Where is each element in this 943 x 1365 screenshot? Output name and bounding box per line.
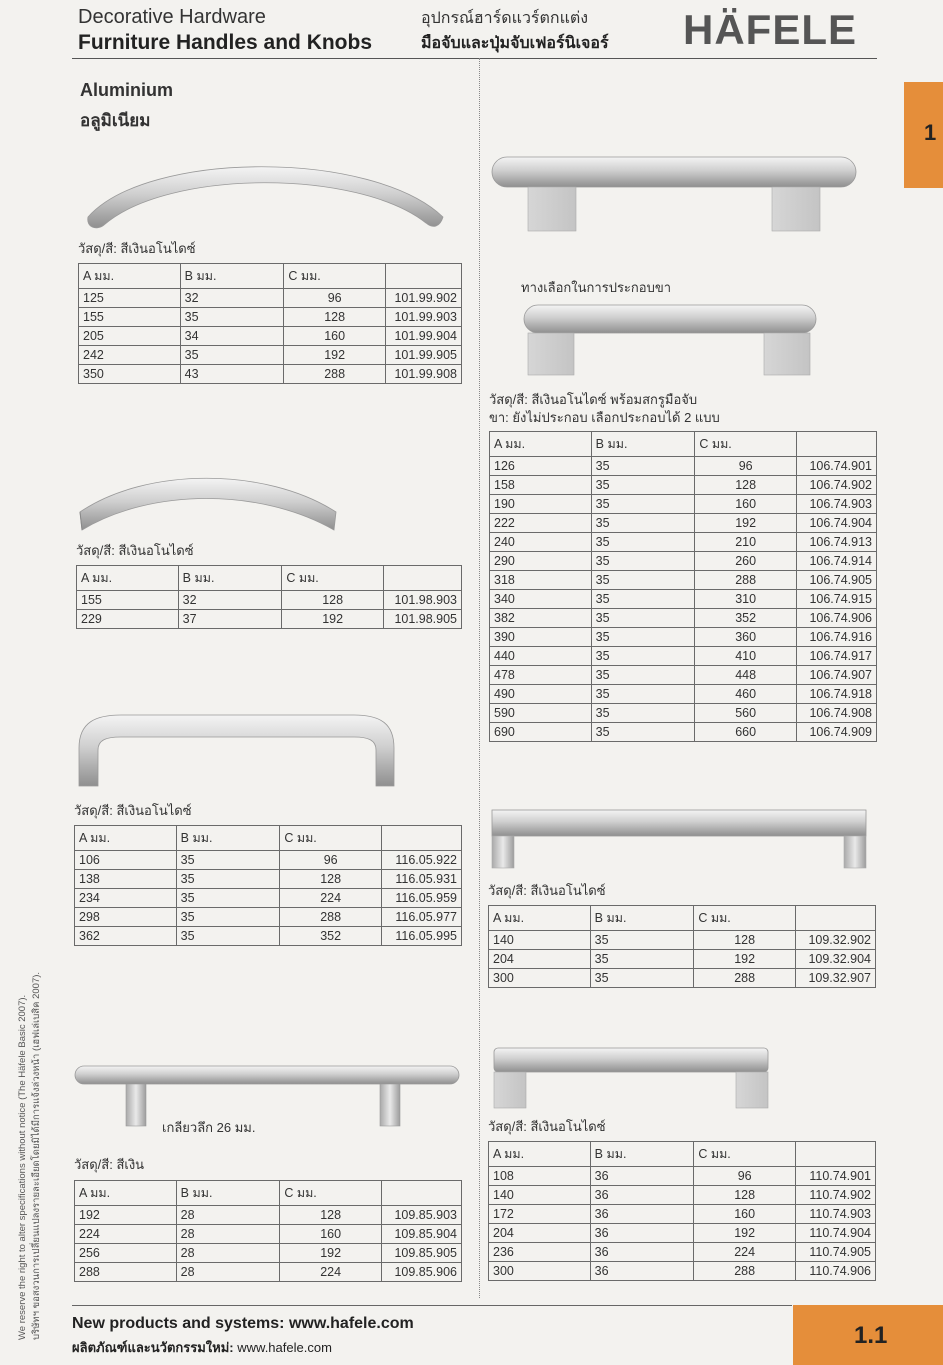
column-header: [796, 1142, 876, 1167]
dimension-cell: 36: [590, 1224, 694, 1243]
product-image-bar-handle-round-posts: [74, 1064, 462, 1130]
article-number-cell: 110.74.904: [796, 1224, 876, 1243]
article-number-cell: 101.99.903: [386, 308, 462, 327]
section-title-th: อลูมิเนียม: [80, 111, 151, 130]
dimension-cell: 160: [695, 495, 797, 514]
dimension-cell: 234: [75, 889, 177, 908]
dimension-cell: 128: [282, 591, 384, 610]
dimension-cell: 224: [694, 1243, 796, 1262]
dimension-cell: 35: [180, 308, 284, 327]
table-row: [490, 514, 877, 533]
table-header-row: [489, 1142, 876, 1167]
side-disclaimer-th: บริษัทฯ ขอสงวนการเปลี่ยนแปลงรายละเอียดโดยมิได้มีการแจ้งล่วงหน้า (เฮฟเล่เบสิค 2007).: [31, 971, 42, 1340]
dimension-cell: 106: [75, 851, 177, 870]
dimension-cell: 288: [284, 365, 386, 384]
dimension-cell: 96: [284, 289, 386, 308]
footer-line2: [72, 1337, 332, 1358]
dimension-cell: 204: [489, 950, 591, 969]
column-header: [382, 826, 462, 851]
table-row: [490, 685, 877, 704]
footer-website-link-th[interactable]: www.hafele.com: [237, 1340, 332, 1355]
article-number-cell: 116.05.977: [382, 908, 462, 927]
dimension-cell: 236: [489, 1243, 591, 1262]
dimension-cell: 288: [694, 1262, 796, 1281]
dimension-cell: 35: [591, 609, 695, 628]
dimension-cell: 36: [590, 1186, 694, 1205]
article-number-cell: 116.05.995: [382, 927, 462, 946]
p7-spec-table: [488, 1141, 876, 1281]
table-row: [79, 327, 462, 346]
table-row: [490, 704, 877, 723]
dimension-cell: 448: [695, 666, 797, 685]
dimension-cell: 35: [591, 666, 695, 685]
table-header-row: [79, 264, 462, 289]
article-number-cell: 101.99.904: [386, 327, 462, 346]
p3-material: วัสดุ/สี: สีเงินอโนไดซ์: [74, 803, 192, 818]
article-number-cell: 110.74.901: [796, 1167, 876, 1186]
p4-spec-table: [74, 1180, 462, 1282]
table-row: [490, 495, 877, 514]
dimension-cell: 35: [591, 533, 695, 552]
dimension-cell: 260: [695, 552, 797, 571]
product-image-flat-arch-handle: [76, 462, 340, 536]
dimension-cell: 126: [490, 457, 592, 476]
article-number-cell: 109.85.906: [382, 1263, 462, 1282]
p6-spec-table: [488, 905, 876, 988]
dimension-cell: 192: [284, 346, 386, 365]
article-number-cell: 109.32.902: [796, 931, 876, 950]
header-divider: [72, 58, 877, 59]
dimension-cell: 35: [590, 950, 694, 969]
p5-spec-table: [489, 431, 877, 742]
header-title-th-line1: อุปกรณ์ฮาร์ดแวร์ตกแต่ง: [421, 10, 589, 27]
dimension-cell: 192: [75, 1206, 177, 1225]
dimension-cell: 35: [591, 723, 695, 742]
side-disclaimer-en: We reserve the right to alter specifications without notice (The Häfele Basic 2007).: [17, 994, 28, 1340]
column-header: A มม.: [77, 566, 179, 591]
article-number-cell: 101.98.903: [384, 591, 462, 610]
footer-new-products-label-th: ผลิตภัณฑ์และนวัตกรรมใหม่:: [72, 1340, 234, 1355]
dimension-cell: 440: [490, 647, 592, 666]
column-header: [797, 432, 877, 457]
article-number-cell: 106.74.913: [797, 533, 877, 552]
article-number-cell: 109.32.907: [796, 969, 876, 988]
product-image-bar-handle-square-legs: [490, 155, 858, 235]
dimension-cell: 96: [694, 1167, 796, 1186]
table-row: [489, 1262, 876, 1281]
table-row: [489, 969, 876, 988]
table-row: [75, 1244, 462, 1263]
dimension-cell: 155: [77, 591, 179, 610]
dimension-cell: 96: [695, 457, 797, 476]
table-row: [489, 1167, 876, 1186]
dimension-cell: 36: [590, 1262, 694, 1281]
column-header: [382, 1181, 462, 1206]
dimension-cell: 410: [695, 647, 797, 666]
dimension-cell: 35: [591, 495, 695, 514]
article-number-cell: 106.74.903: [797, 495, 877, 514]
column-header: A มม.: [489, 1142, 591, 1167]
dimension-cell: 35: [591, 590, 695, 609]
article-number-cell: 106.74.914: [797, 552, 877, 571]
dimension-cell: 478: [490, 666, 592, 685]
dimension-cell: 32: [180, 289, 284, 308]
table-row: [75, 870, 462, 889]
table-row: [75, 851, 462, 870]
table-row: [490, 457, 877, 476]
header-title-en-line2: Furniture Handles and Knobs: [78, 31, 373, 54]
dimension-cell: 224: [280, 1263, 382, 1282]
footer-divider: [72, 1305, 792, 1306]
article-number-cell: 101.99.908: [386, 365, 462, 384]
dimension-cell: 35: [591, 628, 695, 647]
dimension-cell: 43: [180, 365, 284, 384]
dimension-cell: 158: [490, 476, 592, 495]
p2-spec-table: [76, 565, 462, 629]
p1-spec-table: [78, 263, 462, 384]
dimension-cell: 242: [79, 346, 181, 365]
dimension-cell: 460: [695, 685, 797, 704]
article-number-cell: 101.99.905: [386, 346, 462, 365]
column-header: B มม.: [178, 566, 282, 591]
product-image-bow-handle: [78, 145, 450, 235]
column-header: A มม.: [489, 906, 591, 931]
dimension-cell: 204: [489, 1224, 591, 1243]
dimension-cell: 192: [280, 1244, 382, 1263]
table-row: [489, 1243, 876, 1262]
article-number-cell: 116.05.931: [382, 870, 462, 889]
dimension-cell: 224: [75, 1225, 177, 1244]
dimension-cell: 138: [75, 870, 177, 889]
dimension-cell: 560: [695, 704, 797, 723]
dimension-cell: 34: [180, 327, 284, 346]
p1-material: วัสดุ/สี: สีเงินอโนไดซ์: [78, 241, 196, 256]
column-header: [386, 264, 462, 289]
dimension-cell: 172: [489, 1205, 591, 1224]
table-header-row: [489, 906, 876, 931]
dimension-cell: 96: [280, 851, 382, 870]
footer-website-link[interactable]: www.hafele.com: [288, 1315, 414, 1332]
p5-material-legs: ขา: ยังไม่ประกอบ เลือกประกอบได้ 2 แบบ: [489, 410, 720, 425]
header-title-th-line2: มือจับและปุ่มจับเฟอร์นิเจอร์: [421, 35, 609, 52]
dimension-cell: 240: [490, 533, 592, 552]
article-number-cell: 109.85.904: [382, 1225, 462, 1244]
article-number-cell: 106.74.909: [797, 723, 877, 742]
table-row: [490, 552, 877, 571]
dimension-cell: 160: [284, 327, 386, 346]
table-row: [79, 308, 462, 327]
dimension-cell: 229: [77, 610, 179, 629]
dimension-cell: 128: [280, 1206, 382, 1225]
dimension-cell: 490: [490, 685, 592, 704]
dimension-cell: 160: [694, 1205, 796, 1224]
article-number-cell: 106.74.901: [797, 457, 877, 476]
column-header: C มม.: [282, 566, 384, 591]
dimension-cell: 590: [490, 704, 592, 723]
table-row: [490, 533, 877, 552]
column-header: C มม.: [280, 1181, 382, 1206]
article-number-cell: 116.05.922: [382, 851, 462, 870]
dimension-cell: 222: [490, 514, 592, 533]
dimension-cell: 190: [490, 495, 592, 514]
article-number-cell: 106.74.905: [797, 571, 877, 590]
article-number-cell: 106.74.906: [797, 609, 877, 628]
p5-leg-option: ทางเลือกในการประกอบขา: [521, 280, 672, 295]
dimension-cell: 660: [695, 723, 797, 742]
p3-spec-table: [74, 825, 462, 946]
dimension-cell: 35: [591, 514, 695, 533]
column-header: C มม.: [284, 264, 386, 289]
table-header-row: [75, 826, 462, 851]
footer-line1: [72, 1315, 414, 1333]
dimension-cell: 352: [695, 609, 797, 628]
article-number-cell: 106.74.908: [797, 704, 877, 723]
dimension-cell: 256: [75, 1244, 177, 1263]
article-number-cell: 109.32.904: [796, 950, 876, 969]
dimension-cell: 36: [590, 1205, 694, 1224]
section-title-en: Aluminium: [80, 80, 173, 100]
table-row: [79, 365, 462, 384]
table-row: [489, 950, 876, 969]
product-image-rail-handle: [490, 808, 868, 872]
p6-material: วัสดุ/สี: สีเงินอโนไดซ์: [488, 883, 606, 898]
dimension-cell: 390: [490, 628, 592, 647]
dimension-cell: 224: [280, 889, 382, 908]
p4-thread-note: เกลียวลึก 26 มม.: [162, 1120, 256, 1135]
dimension-cell: 155: [79, 308, 181, 327]
dimension-cell: 192: [694, 950, 796, 969]
dimension-cell: 382: [490, 609, 592, 628]
dimension-cell: 288: [75, 1263, 177, 1282]
dimension-cell: 36: [590, 1243, 694, 1262]
table-header-row: [77, 566, 462, 591]
dimension-cell: 350: [79, 365, 181, 384]
column-header: B มม.: [591, 432, 695, 457]
table-row: [489, 1224, 876, 1243]
dimension-cell: 32: [178, 591, 282, 610]
dimension-cell: 35: [591, 457, 695, 476]
dimension-cell: 35: [176, 870, 280, 889]
table-row: [75, 1206, 462, 1225]
article-number-cell: 106.74.907: [797, 666, 877, 685]
side-disclaimer: [16, 972, 44, 1340]
column-header: A มม.: [75, 826, 177, 851]
dimension-cell: 205: [79, 327, 181, 346]
dimension-cell: 108: [489, 1167, 591, 1186]
dimension-cell: 318: [490, 571, 592, 590]
dimension-cell: 340: [490, 590, 592, 609]
product-image-bar-handle-alt-legs: [522, 303, 818, 379]
article-number-cell: 106.74.918: [797, 685, 877, 704]
table-row: [77, 591, 462, 610]
page-number: 1.1: [854, 1322, 888, 1349]
column-header: A มม.: [490, 432, 592, 457]
product-image-square-bar-handle: [492, 1046, 770, 1110]
dimension-cell: 128: [284, 308, 386, 327]
dimension-cell: 128: [695, 476, 797, 495]
article-number-cell: 101.98.905: [384, 610, 462, 629]
article-number-cell: 106.74.916: [797, 628, 877, 647]
dimension-cell: 35: [591, 704, 695, 723]
column-header: C มม.: [280, 826, 382, 851]
table-row: [75, 927, 462, 946]
dimension-cell: 128: [280, 870, 382, 889]
column-divider: [479, 58, 480, 1298]
dimension-cell: 36: [590, 1167, 694, 1186]
p7-material: วัสดุ/สี: สีเงินอโนไดซ์: [488, 1119, 606, 1134]
table-row: [490, 628, 877, 647]
column-header: A มม.: [79, 264, 181, 289]
product-image-u-handle: [76, 712, 398, 788]
table-row: [77, 610, 462, 629]
dimension-cell: 35: [590, 931, 694, 950]
brand-logo: HÄFELE: [683, 6, 857, 53]
dimension-cell: 360: [695, 628, 797, 647]
article-number-cell: 106.74.915: [797, 590, 877, 609]
dimension-cell: 35: [176, 927, 280, 946]
table-row: [79, 346, 462, 365]
table-row: [489, 1186, 876, 1205]
article-number-cell: 110.74.906: [796, 1262, 876, 1281]
dimension-cell: 290: [490, 552, 592, 571]
dimension-cell: 35: [590, 969, 694, 988]
article-number-cell: 110.74.903: [796, 1205, 876, 1224]
column-header: B มม.: [180, 264, 284, 289]
p4-material: วัสดุ/สี: สีเงิน: [74, 1157, 145, 1172]
dimension-cell: 128: [694, 1186, 796, 1205]
dimension-cell: 192: [694, 1224, 796, 1243]
column-header: B มม.: [176, 826, 280, 851]
table-row: [490, 590, 877, 609]
dimension-cell: 128: [694, 931, 796, 950]
dimension-cell: 690: [490, 723, 592, 742]
dimension-cell: 28: [176, 1225, 280, 1244]
table-row: [79, 289, 462, 308]
article-number-cell: 109.85.905: [382, 1244, 462, 1263]
dimension-cell: 352: [280, 927, 382, 946]
article-number-cell: 110.74.902: [796, 1186, 876, 1205]
dimension-cell: 35: [176, 889, 280, 908]
dimension-cell: 35: [180, 346, 284, 365]
table-header-row: [75, 1181, 462, 1206]
column-header: A มม.: [75, 1181, 177, 1206]
article-number-cell: 106.74.904: [797, 514, 877, 533]
table-row: [75, 1225, 462, 1244]
p2-material: วัสดุ/สี: สีเงินอโนไดซ์: [76, 543, 194, 558]
dimension-cell: 210: [695, 533, 797, 552]
table-row: [490, 647, 877, 666]
dimension-cell: 288: [280, 908, 382, 927]
table-row: [75, 889, 462, 908]
table-row: [489, 1205, 876, 1224]
table-row: [75, 908, 462, 927]
dimension-cell: 300: [489, 1262, 591, 1281]
dimension-cell: 160: [280, 1225, 382, 1244]
column-header: B มม.: [176, 1181, 280, 1206]
dimension-cell: 192: [695, 514, 797, 533]
table-row: [490, 723, 877, 742]
column-header: C มม.: [694, 1142, 796, 1167]
dimension-cell: 35: [176, 908, 280, 927]
dimension-cell: 140: [489, 931, 591, 950]
column-header: [384, 566, 462, 591]
table-row: [490, 609, 877, 628]
article-number-cell: 106.74.917: [797, 647, 877, 666]
dimension-cell: 288: [694, 969, 796, 988]
dimension-cell: 125: [79, 289, 181, 308]
article-number-cell: 106.74.902: [797, 476, 877, 495]
dimension-cell: 35: [591, 685, 695, 704]
p5-material: วัสดุ/สี: สีเงินอโนไดซ์ พร้อมสกรูมือจับ: [489, 392, 698, 407]
dimension-cell: 28: [176, 1206, 280, 1225]
dimension-cell: 140: [489, 1186, 591, 1205]
article-number-cell: 110.74.905: [796, 1243, 876, 1262]
dimension-cell: 35: [176, 851, 280, 870]
column-header: C มม.: [694, 906, 796, 931]
table-row: [489, 931, 876, 950]
dimension-cell: 37: [178, 610, 282, 629]
dimension-cell: 288: [695, 571, 797, 590]
dimension-cell: 362: [75, 927, 177, 946]
article-number-cell: 116.05.959: [382, 889, 462, 908]
dimension-cell: 35: [591, 552, 695, 571]
dimension-cell: 35: [591, 647, 695, 666]
column-header: C มม.: [695, 432, 797, 457]
dimension-cell: 298: [75, 908, 177, 927]
table-row: [490, 476, 877, 495]
dimension-cell: 28: [176, 1244, 280, 1263]
dimension-cell: 35: [591, 476, 695, 495]
article-number-cell: 109.85.903: [382, 1206, 462, 1225]
dimension-cell: 300: [489, 969, 591, 988]
header-title-en-line1: Decorative Hardware: [78, 6, 266, 28]
dimension-cell: 35: [591, 571, 695, 590]
dimension-cell: 28: [176, 1263, 280, 1282]
article-number-cell: 101.99.902: [386, 289, 462, 308]
column-header: B มม.: [590, 1142, 694, 1167]
table-row: [75, 1263, 462, 1282]
table-row: [490, 666, 877, 685]
column-header: [796, 906, 876, 931]
dimension-cell: 310: [695, 590, 797, 609]
table-header-row: [490, 432, 877, 457]
footer-new-products-label: New products and systems:: [72, 1315, 285, 1332]
table-row: [490, 571, 877, 590]
chapter-tab-number: 1: [924, 120, 937, 145]
column-header: B มม.: [590, 906, 694, 931]
dimension-cell: 192: [282, 610, 384, 629]
